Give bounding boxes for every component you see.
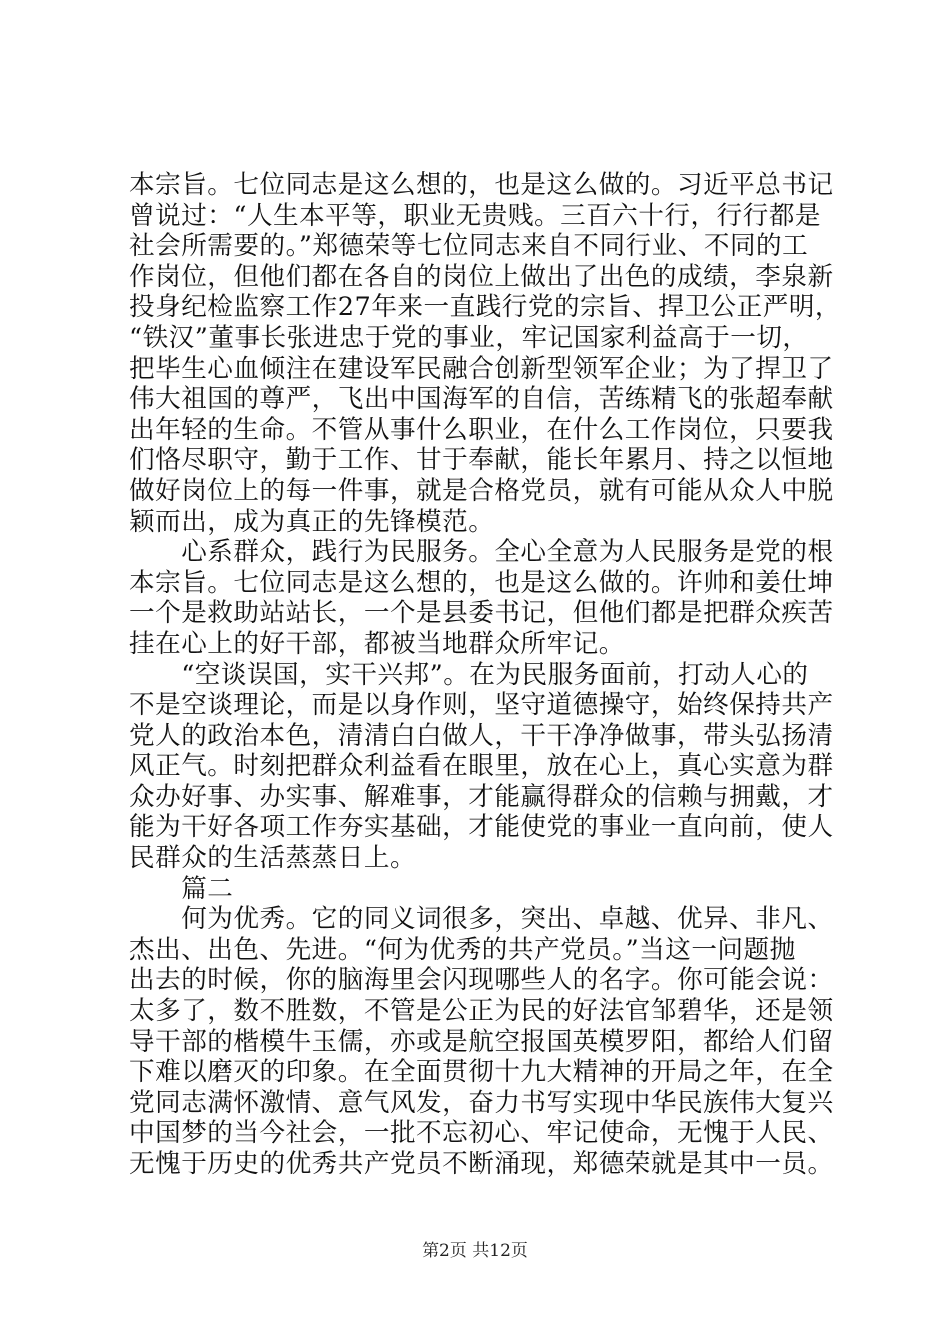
text-line: 本宗旨。七位同志是这么想的，也是这么做的。习近平总书记: [129, 170, 834, 200]
text-line: 导干部的楷模牛玉儒，亦或是航空报国英模罗阳，都给人们留: [129, 1026, 834, 1057]
text-line: 出去的时候，你的脑海里会闪现哪些人的名字。你可能会说：: [129, 965, 834, 996]
text-line: 不是空谈理论，而是以身作则，坚守道德操守，始终保持共产: [129, 690, 834, 721]
text-line: 们恪尽职守，勤于工作、甘于奉献，能长年累月、持之以恒地: [129, 445, 834, 476]
text-line: 一个是救助站站长，一个是县委书记，但他们都是把群众疾苦: [129, 598, 834, 629]
text-line: 中国梦的当今社会，一批不忘初心、牢记使命，无愧于人民、: [129, 1118, 834, 1149]
text-line: “空谈误国，实干兴邦”。在为民服务面前，打动人心的: [129, 659, 809, 690]
text-line: 党同志满怀激情、意气风发，奋力书写实现中华民族伟大复兴: [129, 1087, 834, 1118]
text-line: 社会所需要的。”郑德荣等七位同志来自不同行业、不同的工: [129, 231, 809, 262]
text-line: 把毕生心血倾注在建设军民融合创新型领军企业；为了捍卫了: [129, 353, 834, 384]
text-line: 心系群众，践行为民服务。全心全意为人民服务是党的根: [129, 537, 834, 568]
body-text: [129, 170, 842, 1180]
text-line: 何为优秀。它的同义词很多，突出、卓越、优异、非凡、: [129, 904, 834, 935]
text-line: 伟大祖国的尊严，飞出中国海军的自信，苦练精飞的张超奉献: [129, 384, 834, 415]
text-line: 能为干好各项工作夯实基础，才能使党的事业一直向前，使人: [129, 812, 834, 843]
text-line: 党人的政治本色，清清白白做人，干干净净做事，带头弘扬清: [129, 720, 834, 751]
text-line: 出年轻的生命。不管从事什么职业，在什么工作岗位，只要我: [129, 414, 834, 445]
text-line: 下难以磨灭的印象。在全面贯彻十九大精神的开局之年，在全: [129, 1057, 834, 1088]
text-line: 作岗位，但他们都在各自的岗位上做出了出色的成绩，李泉新: [129, 261, 834, 292]
text-line: 杰出、出色、先进。“何为优秀的共产党员。”当这一问题抛: [129, 934, 796, 965]
text-line: 无愧于历史的优秀共产党员不断涌现，郑德荣就是其中一员。: [129, 1149, 834, 1179]
text-line: 篇二: [129, 873, 234, 904]
text-line: 挂在心上的好干部，都被当地群众所牢记。: [129, 628, 625, 659]
text-line: 众办好事、办实事、解难事，才能赢得群众的信赖与拥戴，才: [129, 781, 834, 812]
text-line: 投身纪检监察工作27年来一直践行党的宗旨、捍卫公正严明，: [129, 292, 842, 323]
text-line: “铁汉”董事长张进忠于党的事业，牢记国家利益高于一切，: [129, 322, 809, 353]
text-line: 太多了，数不胜数，不管是公正为民的好法官邹碧华，还是领: [129, 996, 834, 1027]
page-footer: 第2页 共12页: [422, 1241, 528, 1261]
text-line: 做好岗位上的每一件事，就是合格党员，就有可能从众人中脱: [129, 475, 834, 506]
text-line: 颖而出，成为真正的先锋模范。: [129, 506, 495, 537]
text-line: 民群众的生活蒸蒸日上。: [129, 843, 417, 874]
text-line: 曾说过：“人生本平等，职业无贵贱。三百六十行，行行都是: [129, 200, 822, 231]
text-line: 本宗旨。七位同志是这么想的，也是这么做的。许帅和姜仕坤: [129, 567, 834, 598]
text-line: 风正气。时刻把群众利益看在眼里，放在心上，真心实意为群: [129, 751, 834, 782]
